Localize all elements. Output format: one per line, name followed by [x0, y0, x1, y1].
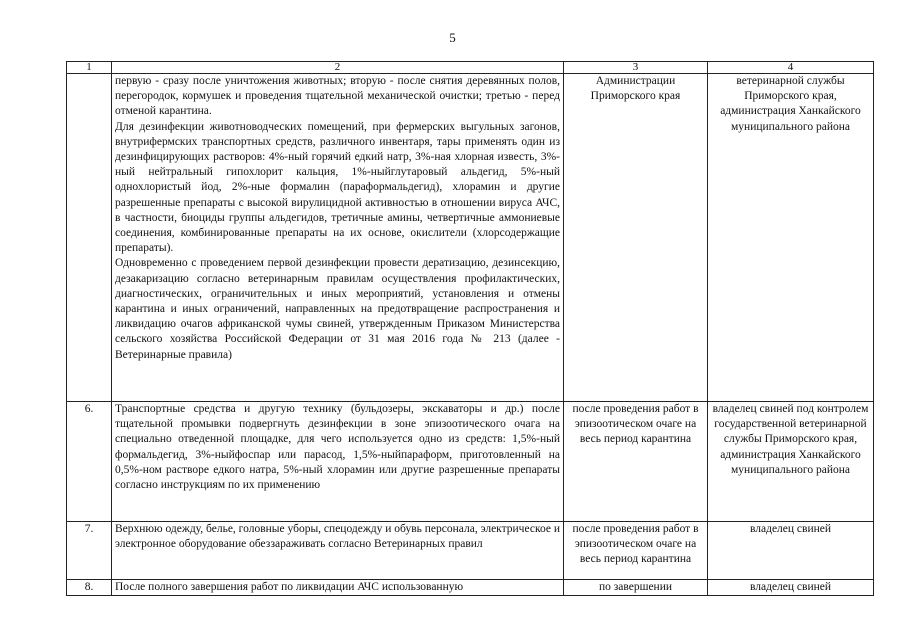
table-row — [67, 74, 874, 402]
row-number — [67, 74, 112, 402]
table-header-row — [67, 62, 874, 74]
measure-text — [112, 580, 564, 596]
header-cell-2: 2 — [112, 62, 564, 74]
header-cell-4: 4 — [708, 62, 874, 74]
measure-paragraph: Одновременно с проведением первой дезинфекции провести дератизацию, дезинсекцию, дезакаризацию согласно ветеринарным правилам осуществления профилактических, диагностических, ограничительных и иных мероприятий, установления и отмены карантина и иных ограничений, направленных на предотвращение распространения и ликвидацию очагов африканской чумы свиней, утвержденным Приказом Министерства сельского хозяйства Российской Федерации от 31 мая 2016 года № 213 (далее - Ветеринарные правила) — [115, 257, 560, 361]
page-number: 5 — [449, 30, 456, 45]
timing-cell: по завершении — [564, 580, 708, 596]
measure-text — [112, 74, 564, 402]
measure-text — [112, 402, 564, 522]
responsible-cell: ветеринарной службы Приморского края, администрация Ханкайского муниципального района — [708, 74, 874, 402]
table-row — [67, 522, 874, 580]
measure-paragraph: После полного завершения работ по ликвидации АЧС использованную — [115, 581, 464, 593]
measure-paragraph: Для дезинфекции животноводческих помещений, при фермерских выгульных загонов, внутрифермских транспортных средств, различного инвентаря, тары применять один из дезинфицирующих растворов: 4%-ный горячий едкий натр, 3%-ная хлорная известь, 3%-ный нейтральный гипохлорит кальция, 1%-ныйглутаровый альдегид, 5%-ный однохлористый йод, 2%-ные формалин (параформальдегид), хлорамин и другие разрешенные препараты с высокой вирулицидной активностью в отношении вируса АЧС, в частности, биоциды группы альдегидов, третичные амины, четвертичные аммониевые соединения, комбинированные препараты на их основе, окислители (хлорсодержащие препараты). — [115, 120, 560, 255]
responsible-cell: владелец свиней — [708, 522, 874, 580]
row-number: 6. — [67, 402, 112, 522]
header-cell-3: 3 — [564, 62, 708, 74]
measure-text — [112, 522, 564, 580]
table-row — [67, 580, 874, 596]
timing-cell: Администрации Приморского края — [564, 74, 708, 402]
row-number: 7. — [67, 522, 112, 580]
responsible-cell: владелец свиней под контролем государственной ветеринарной службы Приморского края, администрация Ханкайского муниципального района — [708, 402, 874, 522]
timing-cell: после проведения работ в эпизоотическом очаге на весь период карантина — [564, 522, 708, 580]
table-row — [67, 402, 874, 522]
measures-table — [66, 61, 874, 596]
row-number: 8. — [67, 580, 112, 596]
header-cell-1: 1 — [67, 62, 112, 74]
timing-cell: после проведения работ в эпизоотическом очаге на весь период карантина — [564, 402, 708, 522]
measure-paragraph: первую - сразу после уничтожения животных; вторую - после снятия деревянных полов, перегородок, кормушек и проведения тщательной механической очистки; третью - перед отменой карантина. — [115, 75, 560, 118]
measure-paragraph: Верхнюю одежду, белье, головные уборы, спецодежду и обувь персонала, электрическое и электронное оборудование обеззараживать согласно Ветеринарных правил — [115, 523, 560, 551]
measure-paragraph: Транспортные средства и другую технику (бульдозеры, экскаваторы и др.) после тщательной промывки подвергнуть дезинфекции в зоне эпизоотического очага на специально отведенной площадке, для чего используется одно из средств: 1,5%-ный формальдегид, 3%-ныйфоспар или парасод, 1,5%-ныйпараформ, приготовленный на 0,5%-ном растворе едкого натра, 5%-ный хлорамин или другие разрешенные препараты согласно инструкциям по их применению — [115, 403, 560, 492]
responsible-cell: владелец свиней — [708, 580, 874, 596]
